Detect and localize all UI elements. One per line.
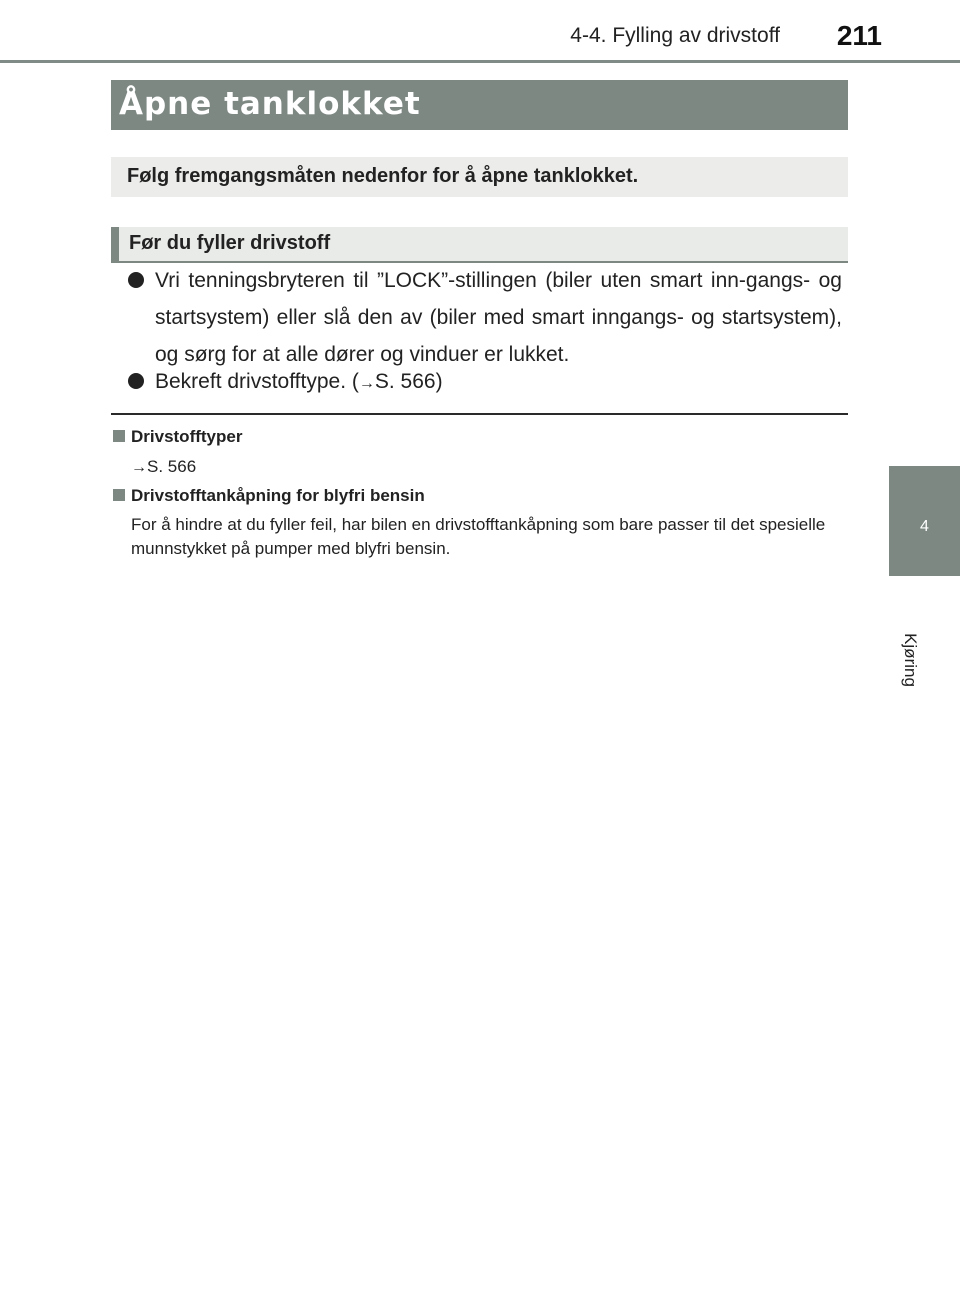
square-bullet-icon: [113, 430, 125, 442]
arrow-icon: →: [358, 375, 375, 392]
list-item-text: Vri tenningsbryteren til ”LOCK”-stillingen (biler uten smart inn-gangs- og startsystem) eller slå den av (biler med smart inngangs- og startsystem), og sørg for at alle dører og vinduer er lukket.: [155, 269, 842, 366]
subsection-title: Før du fyller drivstoff: [129, 232, 331, 254]
chapter-tab[interactable]: [889, 466, 960, 576]
list-item-text-part: Bekreft drivstofftype. (: [155, 370, 359, 393]
page-reference-link[interactable]: S. 566: [147, 457, 197, 476]
arrow-icon: →: [131, 459, 147, 476]
list-item: [128, 363, 842, 402]
chapter-tab-label-wrap: [880, 590, 940, 690]
intro-text: Følg fremgangsmåten nedenfor for å åpne tanklokket.: [127, 165, 639, 187]
note-heading-text: Drivstofftankåpning for blyfri bensin: [131, 486, 425, 505]
bullet-icon: [128, 373, 144, 389]
page-title: Åpne tanklokket: [119, 86, 421, 122]
list-item: [128, 262, 842, 373]
intro-box: [111, 157, 848, 197]
chapter-tab-label: Kjøring: [901, 633, 920, 687]
note-body: For å hindre at du fyller feil, har bilen en drivstofftankåpning som bare passer til det spesielle munnstykket på pumper med blyfri bensin.: [131, 515, 826, 558]
header-divider: [0, 60, 960, 63]
subsection-heading: [111, 227, 848, 263]
note-heading: [113, 427, 242, 447]
note-heading: [113, 486, 425, 506]
bullet-icon: [128, 272, 144, 288]
page-number: 211: [836, 20, 882, 51]
page-reference-link[interactable]: S. 566): [374, 370, 443, 393]
chapter-tab-number: 4: [920, 518, 929, 535]
subsection-accent-bar: [111, 227, 119, 261]
section-title-banner: [111, 80, 848, 130]
note-heading-text: Drivstofftyper: [131, 427, 243, 446]
notes-divider: [111, 413, 848, 415]
chapter-title: 4-4. Fylling av drivstoff: [570, 24, 780, 47]
list-item-text: [155, 363, 842, 402]
note-body: [131, 455, 848, 480]
square-bullet-icon: [113, 489, 125, 501]
